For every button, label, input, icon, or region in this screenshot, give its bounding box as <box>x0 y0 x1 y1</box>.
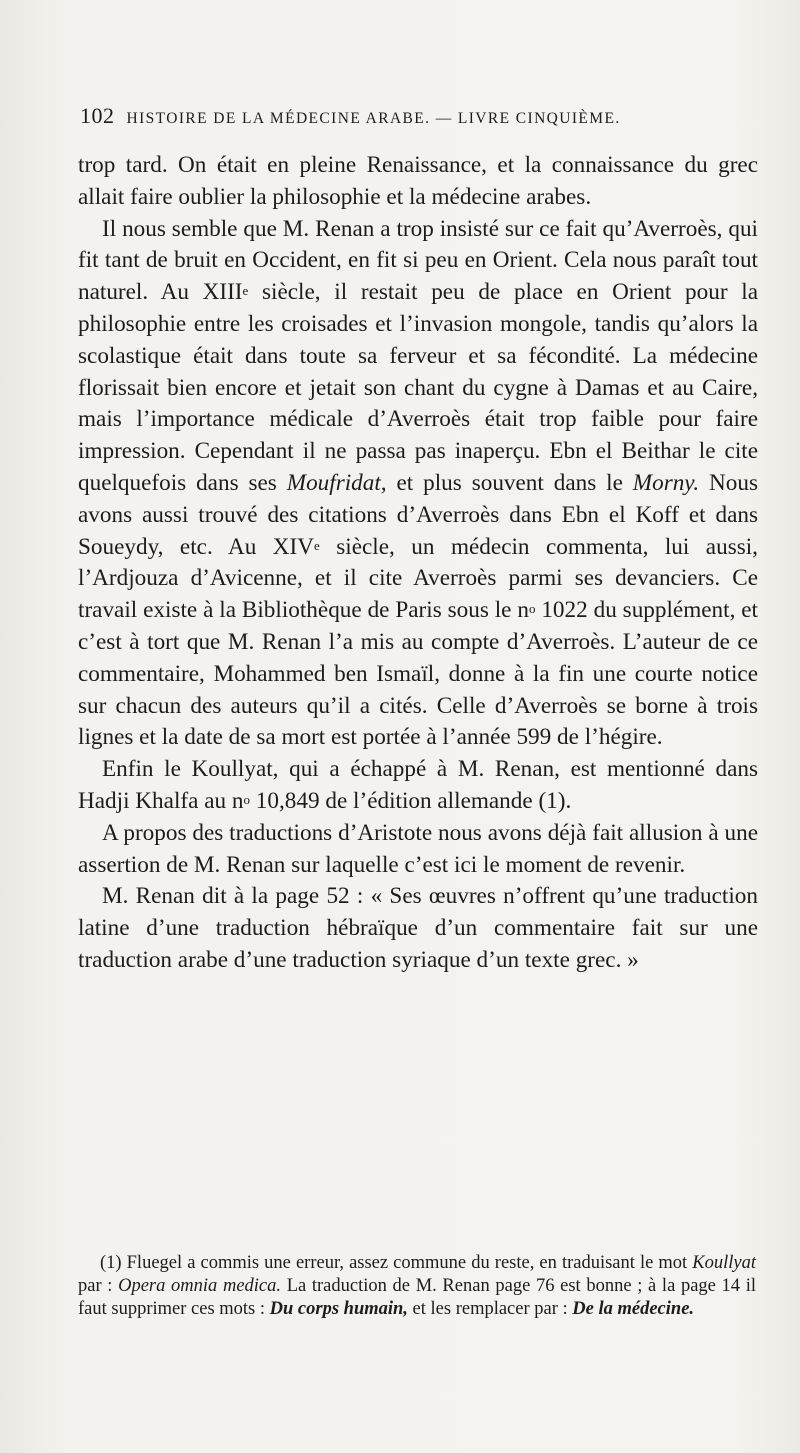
paragraph-1: trop tard. On était en pleine Renaissance, et la connaissance du grec allait faire oublier la philosophie et la médecine arabes. <box>78 152 758 210</box>
italic-title: Moufridat, <box>286 469 387 496</box>
footnote <box>78 1252 756 1321</box>
paragraph-3 <box>78 754 758 818</box>
superscript: e <box>313 537 320 553</box>
paragraph-2 <box>78 214 758 755</box>
text-run: par : <box>78 1276 119 1296</box>
text-run: et les remplacer par : <box>407 1299 573 1319</box>
text-run: 10,849 de l’édition allemande (1). <box>249 787 572 814</box>
running-header <box>80 103 722 129</box>
italic-term: Opera omnia medica. <box>118 1276 282 1296</box>
italic-title: Morny. <box>632 469 700 496</box>
text-run: (1) Fluegel a commis une erreur, assez commune du reste, en traduisant le mot <box>100 1253 693 1273</box>
text-run: La traduction de M. Renan page 76 est bonne ; à la page 14 il faut supprimer ces mots : <box>78 1276 756 1319</box>
footnote-text <box>78 1252 756 1321</box>
text-run: Nous avons aussi trouvé des citations d’Averroès dans Ebn el Koff et dans Soueydy, etc. Au XIV <box>78 469 758 560</box>
page-number: 102 <box>80 103 115 128</box>
text-run: Il nous semble que M. Renan a trop insisté sur ce fait qu’Averroès, qui fit tant de bruit en Occident, en fit si peu en Orient. Cela nous paraît tout naturel. Au XIII <box>78 215 758 306</box>
text-run: 1022 du supplément, et c’est à tort que M. Renan l’a mis au compte d’Averroès. L’auteur de ce commentaire, Mohammed ben Ismaïl, donne à la fin une courte notice sur chacun des auteurs qu’il a cités. Celle d’Averroès se borne à trois lignes et la date de sa mort est portée à l’année 599 de l’hégire. <box>78 597 759 751</box>
superscript: o <box>528 601 536 617</box>
running-title: HISTOIRE DE LA MÉDECINE ARABE. — LIVRE CINQUIÈME. <box>126 110 621 127</box>
paragraph-4: A propos des traductions d’Aristote nous avons déjà fait allusion à une assertion de M. Renan sur laquelle c’est ici le moment de revenir. <box>78 819 758 878</box>
superscript: o <box>243 791 250 807</box>
main-text <box>78 150 758 977</box>
text-run: Enfin le Koullyat, qui a échappé à M. Renan, est mentionné dans Hadji Khalfa au n <box>78 756 758 814</box>
bold-italic-term: Du corps humain, <box>269 1299 408 1319</box>
paragraph-5: M. Renan dit à la page 52 : « Ses œuvres n’offrent qu’une traduction latine d’une traduction hébraïque d’un commentaire fait sur une traduction arabe d’une traduction syriaque d’un texte grec. » <box>78 883 758 973</box>
text-run: et plus souvent dans le <box>386 469 633 496</box>
superscript: e <box>242 283 249 299</box>
italic-term: Koullyat <box>692 1253 756 1273</box>
text-run: siècle, il restait peu de place en Orient pour la philosophie entre les croisades et l’invasion mongole, tandis qu’alors la scolastique était dans toute sa ferveur et sa fécondité. La médecine florissait bien encore et jetait son chant du cygne à Damas et au Caire, mais l’importance médicale d’Averroès était trop faible pour faire impression. Cependant il ne passa pas inaperçu. Ebn el Beithar le cite quelquefois dans ses <box>78 279 758 496</box>
bold-italic-term: De la médecine. <box>572 1299 695 1319</box>
text-run: siècle, un médecin commenta, lui aussi, l’Ardjouza d’Avicenne, et il cite Averroès parmi ses devanciers. Ce travail existe à la Bibliothèque de Paris sous le n <box>78 533 758 624</box>
